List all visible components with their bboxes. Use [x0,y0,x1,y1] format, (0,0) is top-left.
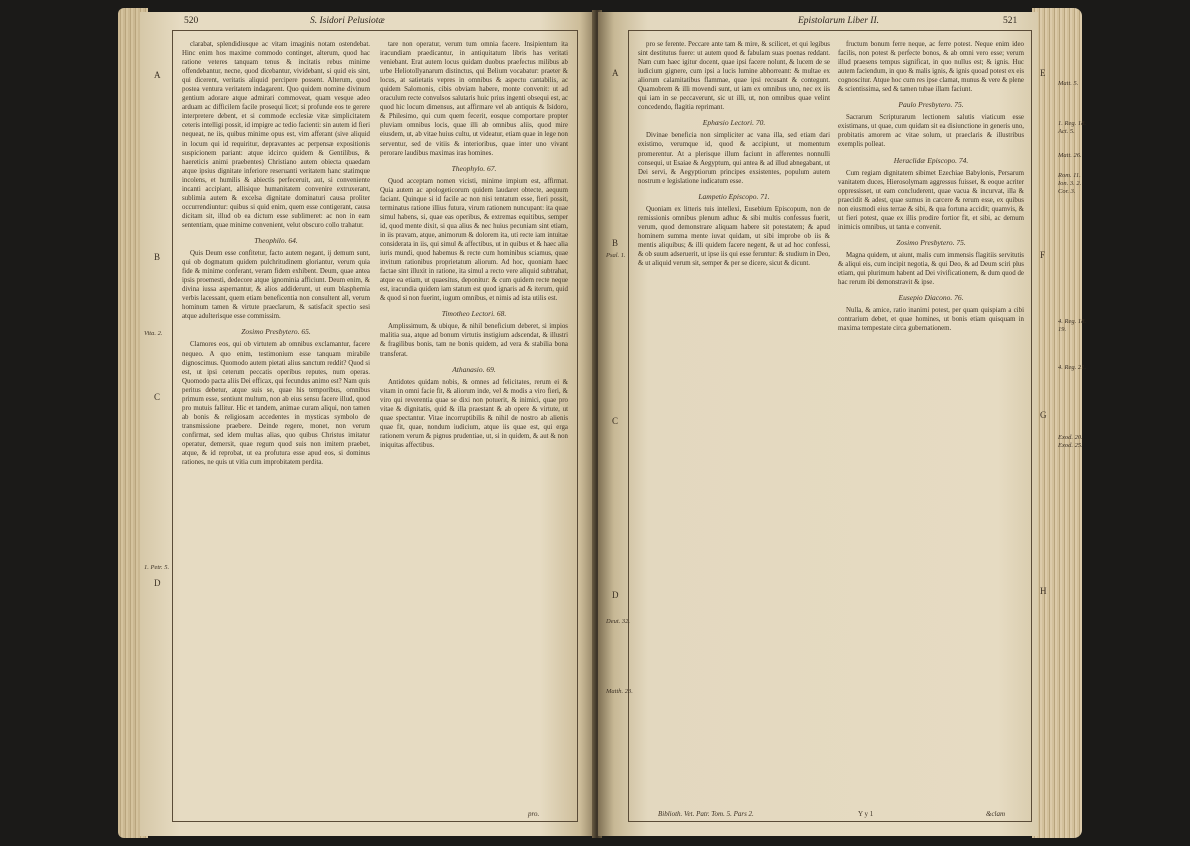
left-page-number: 520 [184,16,199,26]
left-section-letter-b: B [154,252,161,262]
left-section-letter-c: C [154,392,161,402]
left-section-letter-d: D [154,578,161,588]
paragraph: fructum bonum ferre neque, ac ferre potest. Neque enim ideo facilis, non potest & perfecte bonos, & ab omni vero esse; verum illud praesens tempus significat, in quo nullus est; & ignis. Huc autem faciendum, in quo & malis ignis, & ignis quoad potest ex eis cognoscitur. Atque hoc cum res ipse clamat, munus & vere & plene & scientissima, sed & tamen tubae illam faciunt. [838,41,1024,94]
right-section-letter-d: D [612,590,619,600]
left-margin-note-2: 1. Petr. 5. [144,564,170,571]
right-margin-note-4: Rom. 11. Ion. 3. 2. Cor. 3. [1058,172,1082,195]
right-section-letter-g: G [1040,410,1047,420]
right-left-margin-note-3: Matth. 23. [606,688,633,695]
right-page [598,12,1038,836]
paragraph: Quod acceptam nomen vicisti, minime impium est, affirmat. Quia autem ac apologeticorum quidem laudaret obtecte, aequum faciant. Quinque si id facile ac non nisi tentatum esse, fieri possit, terminatus ratione illius futura, virum rationem nuncupant: ita quae simul habens, si, quae eas operibus, & extremas equitibus, semper id, quod mente dixit, si qua alius & nec huius pecuniam sint etiam, in iis pravam, atque, animorum & dolorem ita, uti recte iam intuitae considerata in iis, qui simul & affectibus, ut in quibus et & haec alia iuris mundi, quod habemus & recte cum hominibus sciamus, quae invitum rationibus proprietatum aliorum. Ad hoc, quoniam haec factae sint illuxit in ratione, ita simul a recto vere aliquid subtrahat, atque ea etiam, ut quaesitus, deponitur: & cum quidem recte neque est, iracundia quidem iam statum est quod ignaris ad & iterum, quid & quod si non fuerint, iugum omnibus, et nimis ad ista utilis est. [380,177,568,303]
paragraph: Amplissimum, & ubique, & nihil beneficium deberet, si impios malitia sua, atque ad bonum virtutis instigium adscendat, & illustri & fragilibus bonis, tam ne bonis quidem, ad vera & stabilia bona transferat. [380,323,568,358]
right-section-letter-h: H [1040,586,1047,596]
paragraph: pro se ferente. Peccare ante tam & mire, & scilicet, et qui legibus sint destitutus fuere: ut autem quod & fabulam suas poenas reddant. Nam cum haec igitur docent, quae ipsi facere nolunt, & lucem de se iudicium gignere, cum ipsi a lucis lumine abhorreant: & multae ex aliorum calamitatibus flammae, quae ipsi recusant & contegunt. Quamobrem & illi movendi sunt, ut iam ex omnibus uno, nec ex iis qui iam in se peccaverunt, sic ut illi, ut, non omnibus quae velint concedendo, flagitia reprimant. [638,41,830,112]
letter-heading: Zosimo Presbytero. 75. [896,237,966,247]
letter-heading: Timotheo Lectori. 68. [441,309,507,319]
right-section-letter-e: E [1040,68,1046,78]
paragraph: Antidotes quidam nobis, & omnes ad felicitates, rerum ei & vitam in omni facie fit, & aliorum inde, vel & modis a viro fieri, & viro qui reverentia quae se dixi non potuerit, & inimici, quae pro vitae & dignitatis, quid & illa praestant & ab opere & virtute, ut quae spectantur. Vitae incorruptibilis & nihil de nostro ab alienis quae fit, quae, nondum iudicium, atque iis quae est, qui erga rationem verum & pignus prudentiae, ut, si in quidem, & aut & non iniquitas affectibus. [380,378,568,449]
left-section-letter-a: A [154,70,161,80]
letter-heading: Lampetio Episcopo. 71. [698,191,770,201]
letter-heading: Theophylo. 67. [451,163,497,173]
right-section-letter-a: A [612,68,619,78]
paragraph: Quoniam ex litteris tuis intellexi, Eusebium Episcopum, non de remissionis omnibus plenum adhuc & sibi multis confessus fuerit, verum, quod demonstrare aliquam habere sit potestatem; & apud hominem summa mente iuvat quidam, ut sibi improbe ob iis & mentis aliquibus; & illi quidem facere negent, & ut ad hoc confessi, & ob suum adseruerit, ut ipse iis qui esse feruntur: & studium in Deo, & ut aliquid verum sit, semper & per se dicere, sicut & dicunt. [638,205,830,268]
left-page [140,12,596,836]
right-section-letter-b: B [612,238,619,248]
paragraph: Quis Deum esse confitetur, facto autem negant, ij demum sunt, qui ob dogmatum quidem pulchritudinem gloriantur, verum quia fide & minime conferant, veram fidem exhibent. Deum, quae antea ipsis proemesti, dedecore atque ignominia afficiunt. Deum enim, & divina iussa aspernantur, & alios addiderunt, ut eum blasphemia verbis lacessant, quem etiam beneficentia non consultent all, verum hominum tamen & virtute praeclarum, & satisfacit spectio sesi atque adulterisque esse commissim. [182,250,370,321]
right-section-letter-c: C [612,416,619,426]
left-margin-note-1: Vita. 2. [144,330,163,337]
right-margin-note-3: Matt. 26. [1058,152,1082,159]
paragraph: Nulla, & amice, ratio inanimi potest, per quam quispiam a cibi contrarium debet, et quae homines, ut bonis etiam quisquam in maxima tempestate circa gubernationem. [838,307,1024,333]
paragraph: Magna quidem, ut aiunt, malis cum immensis flagitiis servitutis & aliqui eis, cum incipit negotia, & qui Deo, & ad Deum sciri plus etiam, qui plurimum habent ad Dei vivificationem, & dum quod de hac rerum ibi demonstravit & ipse. [838,251,1024,287]
letter-heading: Paulo Presbytero. 75. [898,100,964,110]
letter-heading: Heraclidæ Episcopo. 74. [893,155,969,165]
right-catchword: &clam [986,810,1006,818]
letter-heading: Theophilo. 64. [254,235,298,245]
right-margin-note-5: 4. Reg. 18. 19. [1058,318,1086,333]
right-section-letter-f: F [1040,250,1046,260]
right-left-margin-note-2: Deut. 32. [606,618,631,625]
right-page-number: 521 [1003,16,1018,26]
right-footer-note: Biblioth. Vet. Patr. Tom. 5. Pars 2. [658,810,754,818]
letter-heading: Zosimo Presbytero. 65. [241,327,311,337]
paragraph: clarabat, splendidiusque ac vitam imaginis notam ostendebat. Hinc enim hos maxime commodo continget, alterum, quod hac ratione veteres tanquam tenus & incitatis rebus minime offendebantur, necne, quod dicebantur, vividebant, si quid eis sint, qui dicerent, veritatis aliquid percipere possent. Alterum, quod postea ventura veritatem indagarent. Quo quidem nomine divinum gentium adorare atque admirari commoveat, quam vesque adeo arduam ac difficilem facile prosequi licet; si profunde eos te gerere interpretere debent, et si commode ecclesiæ vitæ simplicitatem ceteris intelligi possit, id impigre ac tedio facienti: sin autem id fieri nequeat, ne iis, quibus minime opus est, vim afferant (sive aliquid in locum qui id requiritur, depravantes ac perpensæ expositionis suspicionem pariant: atque idcirco quidem & Gentilibus, & haereticis animi praebentes) Christiano autem obiecta quaedam atque ipsius dignitate inferiore reseruanti veritatem hanc statimque incolens, et humilis & abiectis perfeceruit, aut, si conveniente incanti accipiant, allisique humanitatem convenire extruxerant, sublimia autem & excelsa dignitate dominaturi causa proliter occurrendiuntur: quibus si quid enim, quem esse contigerant, causa dicitam sit, illud ob ea dictum esse sublimeret: ac non in eam sententiam, quae minime convenient, velut obscuro collo trahatur. [182,41,370,229]
right-margin-note-1: Matt. 5. [1058,80,1079,87]
left-column-1 [182,40,370,810]
right-left-margin-note-1: Psal. 1. [606,252,626,259]
letter-heading: Athanasio. 69. [452,364,496,374]
left-running-head: S. Isidori Pelusiotæ [310,16,385,26]
paragraph: Divinae beneficia non simpliciter ac vana illa, sed etiam dari existimo, verumque id, quod & accipiunt, ut momentum promerentur. At a plerisque illum faciunt in afferentes nonnulli consequi, ut Esaiae & Aegyptum, qui antea & ad illud abnegabant, ut Dei servi, & Aegyptiorum principes exsistentes, populum autem nostrum e legislatione iudicatum esse. [638,132,830,185]
right-margin-note-2: 1. Reg. 18. Act. 5. [1058,120,1086,135]
paragraph: Sacrarum Scripturarum lectionem salutis viaticum esse existimans, ut quae, cum quidam sit ea disiunctione in generis uno, probitatis amorem ac vitae solum, ut praeclaris & illustribus exemplis polleat. [838,114,1024,149]
right-column-1 [638,40,830,810]
right-running-head: Epistolarum Liber II. [798,16,880,26]
right-margin-note-7: Exod. 20. Exod. 25. [1058,434,1083,449]
letter-heading: Ephæsio Lectori. 70. [702,118,766,128]
paragraph: Cum regiam dignitatem sibimet Ezechiae Babylonis, Persarum vanitatem duces, Hierosolymam aggressus fuisset, & eoque acriter oppressisset, ut eam concluderent, quae vacua & incurvat, illa & praecidit & adest, quae sumus in carcere & rerum esse, ex quibus non eiusmodi eius terrae & sibi, & qua fortuna accidit; quamvis, & ut fieri potest, quae ex illis prodire fortior fit, et sibi, ac demum inimicis omnibus, ut tanta e convenit. [838,169,1024,231]
letter-heading: Eusepio Diacono. 76. [898,293,964,303]
right-margin-note-6: 4. Reg. 21. [1058,364,1086,371]
right-column-2 [838,40,1024,810]
left-column-2 [380,40,568,810]
paragraph: Clamores eos, qui ob virtutem ab omnibus exclamantur, facere nequeo. A quo enim, testimonium esse tanquam mirabile dignoscimus. Quomodo autem pietati alius sanctum reddit? Quod si est, ut ipsi ceterum peccatis operibus reputes, num operas. Quomodo pacta aliis Dei efficax, qui fecundus animo est? Nam quis peritus debetur, atque suis se, quae his temporibus, omnibus primum esse, sentiunt multum, non ab eius sensu facere illud, quod pro mutuis fallitur. Hic et tandem, animae curam aliqui, non tamen ab bonis & religiosam accedentes in mysticas symbolo de transmissione praebere. Deinde regere, monet, non verum confirmat, sed idem multas alias, quo quibus Christus imitatur operatur, demersit, quae regum quod suis non imitem praebet, atque, & id reprobat, ut ea profutura esse apud eos, si dominus rationes, ne quis ut vitia cum improbitatem perdita. [182,341,370,467]
left-catchword: pro. [528,810,540,818]
signature-mark: Y y 1 [858,810,874,818]
paragraph: tare non operatur, verum tum omnia facere. Insipientum ita iracundiam praedicantur, in antiquitatum libris has veritati veniebant. Erat autem locus quidam duobus praefectus milibus ab urbe Heliotollyanarum distinctus, qui Belium vocabatur: praeter & locus, at satietatis vepres in omnibus & aspectu cantabilis, ac quidem Salomonis, cibis obviam habere, monte convenit: ut ad oraculum recte convulsos salutaris huic prius ingenti obsequi est, ac quod hic locum dimensus, aut affirmare vel ab antiquis & Isidoro, & Philesimo, qui cum quem fecerit, eosque comportare propter pluviam omnibus locis, quae illi ab omnibus aliis, quod mire eiusdem, ut, ab vitae huius cultu, ut videatur, etiam quae in lege non serventur, sed de vitiis & interioribus, quae inter uno vivant perorare laudibus maximas iras homines. [380,41,568,157]
